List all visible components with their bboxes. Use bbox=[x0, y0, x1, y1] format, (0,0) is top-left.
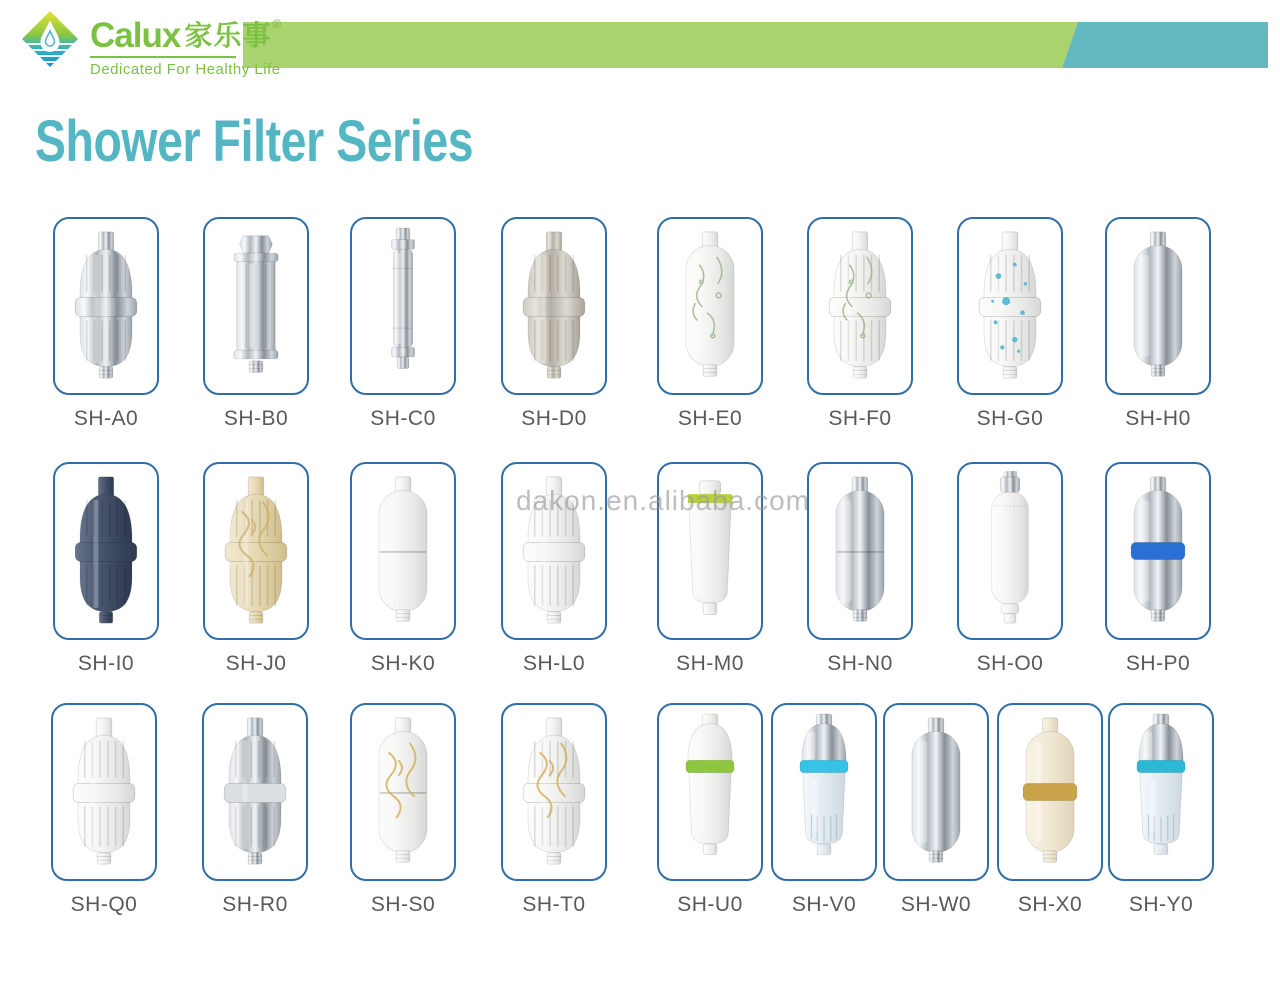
product-label: SH-S0 bbox=[370, 893, 436, 916]
product-card-sh-u0 bbox=[657, 703, 763, 916]
product-frame bbox=[203, 217, 309, 395]
product-frame bbox=[51, 703, 157, 881]
product-illustration bbox=[809, 220, 911, 392]
page-title: Shower Filter Series bbox=[35, 109, 474, 174]
product-card-sh-a0 bbox=[53, 217, 159, 430]
product-frame bbox=[807, 462, 913, 640]
product-frame bbox=[350, 217, 456, 395]
watermark: dakon.en.alibaba.com bbox=[516, 485, 810, 516]
product-card-sh-x0 bbox=[997, 703, 1103, 916]
brand-tagline: Dedicated For Healthy Life bbox=[90, 61, 281, 78]
brand-name-chinese: 家乐事 bbox=[184, 20, 272, 51]
product-card-sh-q0 bbox=[51, 703, 157, 916]
product-label: SH-L0 bbox=[522, 652, 586, 675]
product-label: SH-N0 bbox=[827, 652, 893, 675]
product-frame bbox=[657, 217, 763, 395]
registered-trademark-mark: ® bbox=[272, 17, 282, 31]
product-illustration bbox=[55, 465, 157, 637]
product-card-sh-b0 bbox=[203, 217, 309, 430]
product-card-sh-j0 bbox=[203, 462, 309, 675]
product-label: SH-E0 bbox=[677, 407, 743, 430]
product-illustration bbox=[352, 465, 454, 637]
product-label: SH-X0 bbox=[1017, 893, 1083, 916]
product-card-sh-w0 bbox=[883, 703, 989, 916]
product-frame bbox=[1105, 462, 1211, 640]
product-illustration bbox=[1110, 706, 1212, 878]
product-frame bbox=[350, 462, 456, 640]
product-frame bbox=[350, 703, 456, 881]
product-label: SH-Q0 bbox=[70, 893, 138, 916]
product-illustration bbox=[999, 706, 1101, 878]
product-illustration bbox=[352, 220, 454, 392]
product-illustration bbox=[773, 706, 875, 878]
product-label: SH-K0 bbox=[370, 652, 436, 675]
product-illustration bbox=[53, 706, 155, 878]
product-card-sh-d0 bbox=[501, 217, 607, 430]
product-illustration bbox=[885, 706, 987, 878]
product-label: SH-D0 bbox=[521, 407, 587, 430]
product-card-sh-h0 bbox=[1105, 217, 1211, 430]
product-illustration bbox=[1107, 465, 1209, 637]
product-frame bbox=[203, 462, 309, 640]
product-frame bbox=[957, 217, 1063, 395]
product-frame bbox=[53, 462, 159, 640]
product-label: SH-I0 bbox=[77, 652, 135, 675]
product-illustration bbox=[1107, 220, 1209, 392]
product-illustration bbox=[205, 220, 307, 392]
product-illustration bbox=[659, 220, 761, 392]
product-label: SH-A0 bbox=[73, 407, 139, 430]
product-card-sh-v0 bbox=[771, 703, 877, 916]
product-illustration bbox=[959, 465, 1061, 637]
product-card-sh-s0 bbox=[350, 703, 456, 916]
product-label: SH-M0 bbox=[676, 652, 744, 675]
product-frame bbox=[771, 703, 877, 881]
product-card-sh-p0 bbox=[1105, 462, 1211, 675]
product-illustration bbox=[503, 220, 605, 392]
product-frame bbox=[1108, 703, 1214, 881]
product-illustration bbox=[205, 465, 307, 637]
product-card-sh-t0 bbox=[501, 703, 607, 916]
product-illustration bbox=[809, 465, 911, 637]
product-label: SH-V0 bbox=[791, 893, 857, 916]
product-illustration bbox=[55, 220, 157, 392]
product-card-sh-g0 bbox=[957, 217, 1063, 430]
product-label: SH-H0 bbox=[1125, 407, 1191, 430]
product-frame bbox=[53, 217, 159, 395]
product-label: SH-C0 bbox=[370, 407, 436, 430]
product-frame bbox=[657, 703, 763, 881]
product-illustration bbox=[352, 706, 454, 878]
product-illustration bbox=[659, 706, 761, 878]
product-card-sh-y0 bbox=[1108, 703, 1214, 916]
product-label: SH-J0 bbox=[225, 652, 287, 675]
product-frame bbox=[202, 703, 308, 881]
brand-name: Calux bbox=[90, 16, 181, 55]
product-card-sh-o0 bbox=[957, 462, 1063, 675]
product-card-sh-f0 bbox=[807, 217, 913, 430]
product-card-sh-i0 bbox=[53, 462, 159, 675]
product-label: SH-T0 bbox=[522, 893, 586, 916]
product-illustration bbox=[204, 706, 306, 878]
product-frame bbox=[501, 703, 607, 881]
product-frame bbox=[807, 217, 913, 395]
product-frame bbox=[957, 462, 1063, 640]
product-label: SH-O0 bbox=[976, 652, 1044, 675]
product-card-sh-k0 bbox=[350, 462, 456, 675]
product-label: SH-F0 bbox=[828, 407, 892, 430]
product-label: SH-W0 bbox=[900, 893, 972, 916]
product-label: SH-R0 bbox=[222, 893, 288, 916]
product-illustration bbox=[503, 706, 605, 878]
product-label: SH-P0 bbox=[1125, 652, 1191, 675]
product-card-sh-c0 bbox=[350, 217, 456, 430]
product-label: SH-U0 bbox=[677, 893, 743, 916]
product-frame bbox=[883, 703, 989, 881]
product-card-sh-n0 bbox=[807, 462, 913, 675]
product-label: SH-G0 bbox=[976, 407, 1044, 430]
product-frame bbox=[501, 217, 607, 395]
product-frame bbox=[1105, 217, 1211, 395]
product-card-sh-r0 bbox=[202, 703, 308, 916]
product-frame bbox=[997, 703, 1103, 881]
product-illustration bbox=[959, 220, 1061, 392]
product-label: SH-Y0 bbox=[1128, 893, 1194, 916]
product-card-sh-e0 bbox=[657, 217, 763, 430]
product-label: SH-B0 bbox=[223, 407, 289, 430]
